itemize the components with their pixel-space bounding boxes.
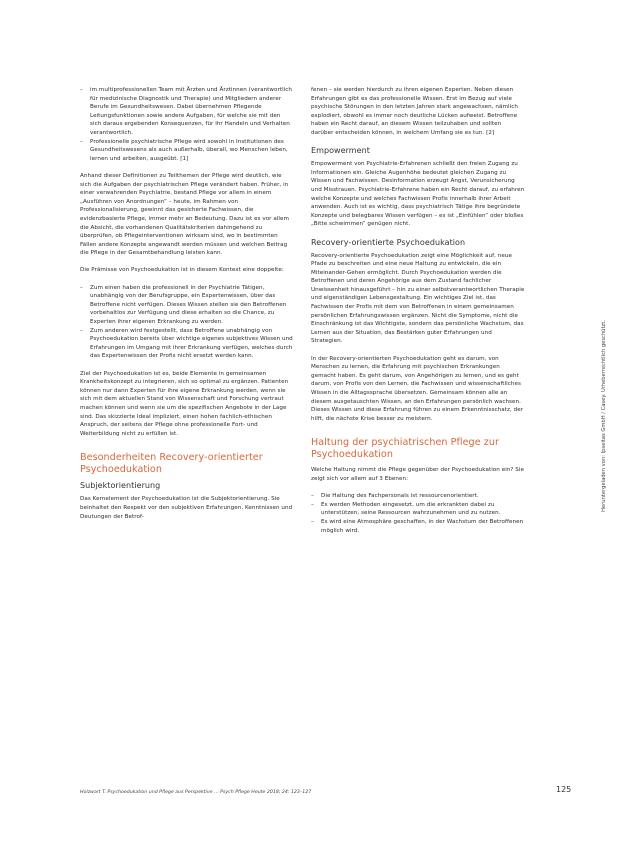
section-heading: Besonderheiten Recovery-orientierter Psychoedukation [80,452,263,475]
left-column [80,86,293,530]
page-number: 125 [556,785,572,794]
paragraph: fenen – sie werden hierdurch zu ihren eigenen Experten. Neben diesen Erfahrungen gibt es das professionelle Wissen. Erst im Bezug auf viele psychische Störungen in den letzten Jahren stark angewachsen, nämlich explodiert, obwohl es immer noch deutliche Lücken aufweist. Betroffene haben ein Recht darauf, an diesem Wissen teilzuhaben und sollten darüber entscheiden können, in welchem Umfang sie es tun. [2] [311,87,518,136]
bullet-item: – im multiprofessionellen Team mit Ärzten und Ärztinnen (verantwortlich für medizinische Diagnostik und Therapie) und Mitgliedern anderer Berufe im Gesundheitswesen. Dabei übernehmen Pflegende Leitungsfunktionen sowie andere Aufgaben, für welche sie mit den sich daraus ergebenden Konsequenzen, für ihr Handeln und Verhalten verantwortlich. [80,86,293,138]
side-note-text: Heruntergeladen von: Ipseitas GmbH / Casey. Urheberrechtlich geschützt. [601,320,607,512]
bullet-item: – Zum einen haben die professionell in der Psychiatrie Tätigen, unabhängig von der Berufsgruppe, ein Expertenwissen, über das Betroffene nicht verfügen. Dieses Wissen stellen sie den Betroffenen vorbehaltlos zur Verfügung und diese erhalten so die Chance, zu Experten ihrer eigenen Erkrankung zu werden. [80,284,293,327]
paragraph: Die Prämisse von Psychoedukation ist in diesem Kontext eine doppelte: [80,267,284,274]
download-side-note [596,256,612,576]
right-column [311,86,525,544]
section-heading: Haltung der psychiatrischen Pflege zur Psychoedukation [311,437,499,460]
haltung-bullet-list [311,492,525,535]
citation-footer: Holzwart T. Psychoedukation und Pflege aus Perspektive … Psych Pflege Heute 2018; 24: 123–127 [80,790,312,795]
subsection-heading: Recovery-orientierte Psychoedukation [311,237,466,247]
bullet-item: – Professionelle psychiatrische Pflege wird sowohl in Institutionen des Gesundheitswesens als auch außerhalb, überall, wo Menschen leben, lernen und arbeiten, ausgeübt. [1] [80,138,293,164]
paragraph: Welche Haltung nimmt die Pflege gegenüber der Psychoedukation ein? Sie zeigt sich vor allem auf 3 Ebenen: [311,467,524,482]
bullet-item: – Zum anderen wird festgestellt, dass Betroffene unabhängig von Psychoedukation bereits über wichtige eigenes subjektives Wissen und Erfahrungen im Umgang mit ihrer Erkrankung verfügen, welches durch das Expertenwissen der Profis nicht ersetzt werden kann. [80,327,293,361]
intro-bullet-list [80,86,293,163]
subsection-heading: Empowerment [311,146,370,156]
premise-bullet-list [80,284,293,361]
paragraph: Empowerment von Psychiatrie-Erfahrenen schließt den freien Zugang zu Informationen ein. Gleiche Augenhöhe bedeutet gleichen Zugang zu Wissen und Fachwissen. Desinformation erzeugt Angst, Verunsicherung und Misstrauen. Psychiatrie-Erfahrene haben ein Recht darauf, zu erfahren welche Konzepte und welches Fachwissen Profis innerhalb ihrer Arbeit anwenden. Auch ist es wichtig, dass psychiatrisch Tätige ihre begründete Konzepte und belegbares Wissen verfügen – es ist „Einfühlen“ oder bloßes „Bitte schwimmen“ genügen nicht. [311,161,525,228]
paragraph: Recovery-orientierte Psychoedukation zeigt eine Möglichkeit auf, neue Pfade zu beschreiten und eine neue Haltung zu entwickeln, die ein Miteinander-Gehen ermöglicht. Durch Psychoedukation werden die Betroffenen und deren Angehörige aus dem Zustand fachlicher Unwissenheit hinausgeführt – hin zu einer selbstverantwortlichen Therapie und eigenständigen Lebensgestaltung. Ein wichtiges Ziel ist, das Fachwissen der Profis mit dem von Betroffenen in einem gemeinsamen persönlichen Erfahrungswissen ergänzen. Nicht die Symptome, nicht die Einschränkung ist das Wichtigste, sondern das persönliche Wachstum, das Lernen aus der Situation, das Bestärken guter Erfahrungen und Strategien. [311,252,525,345]
bullet-item: – Es wird eine Atmosphäre geschaffen, in der Wachstum der Betroffenen möglich wird. [311,518,525,535]
paragraph: In der Recovery-orientierten Psychoedukation geht es darum, von Menschen zu lernen, die Erfahrung mit psychischen Erkrankungen gemacht haben. Es geht darum, von Angehörigen zu lernen, und es geht darum, von Profis von den Lernen, die Fachwissen und wissenschaftliches Wissen in die Alltagssprache übersetzen. Gemeinsam können alle an diesem ausgetauschten Wissen, an den Erfahrungen persönlich wachsen. Dieses Wissen und diese Erfahrung führen zu einem Erkenntnisschatz, der hilft, die nächste Krise besser zu meistern. [311,355,524,422]
subsection-heading: Subjektorientierung [80,481,161,491]
paragraph: Ziel der Psychoedukation ist es, beide Elemente in gemeinsamen Krankheitskonzept zu integrieren, sich so optimal zu ergänzen. Patienten können nur dann Experten für ihre eigene Erkrankung werden, wenn sie sich mit dem aktuellen Stand von Wissenschaft und Forschung vertraut machen können und wenn sie um die spezifischen Angebote in der Lage sind. Das skizzierte Ideal impliziert, einen hohen fachlich-ethischen Anspruch, der seitens der Pflege ohne professionelle Fort- und Weiterbildung nicht zu erfüllen ist. [80,370,289,437]
paragraph: Anhand dieser Definitionen zu Teilthemen der Pflege wird deutlich, wie sich die Aufgaben der psychiatrischen Pflege verändert haben. Früher, in einer verwahrenden Psychiatrie, bestand Pflege vor allem in einem „Ausführen von Anordnungen“ – heute, im Rahmen von Professionalisierung, gewinnt das gesicherte Fachwissen, die evidenzbasierte Pflege, immer mehr an Bedeutung. Dazu ist es vor allem die Absicht, die vorhandenen Qualitätskriterien dahingehend zu überprüfen, ob Pflegeinterventionen wirksam sind, wo in bestimmten Fällen andere Konzepte angewandt werden müssen und welchen Beitrag die Pflege in der Gesamtbehandlung leisten kann. [80,172,290,257]
bullet-item: – Die Haltung des Fachpersonals ist ressourcenorientiert. [311,492,525,501]
paragraph: Das Kernelement der Psychoedukation ist die Subjektorientierung. Sie beinhaltet den Respekt vor den subjektiven Erfahrungen, Kenntnissen und Deutungen der Betrof- [80,496,293,520]
bullet-item: – Es werden Methoden eingesetzt, um die erkrankten dabei zu unterstützen, seine Ressourcen wahrzunehmen und zu nutzen. [311,501,525,518]
